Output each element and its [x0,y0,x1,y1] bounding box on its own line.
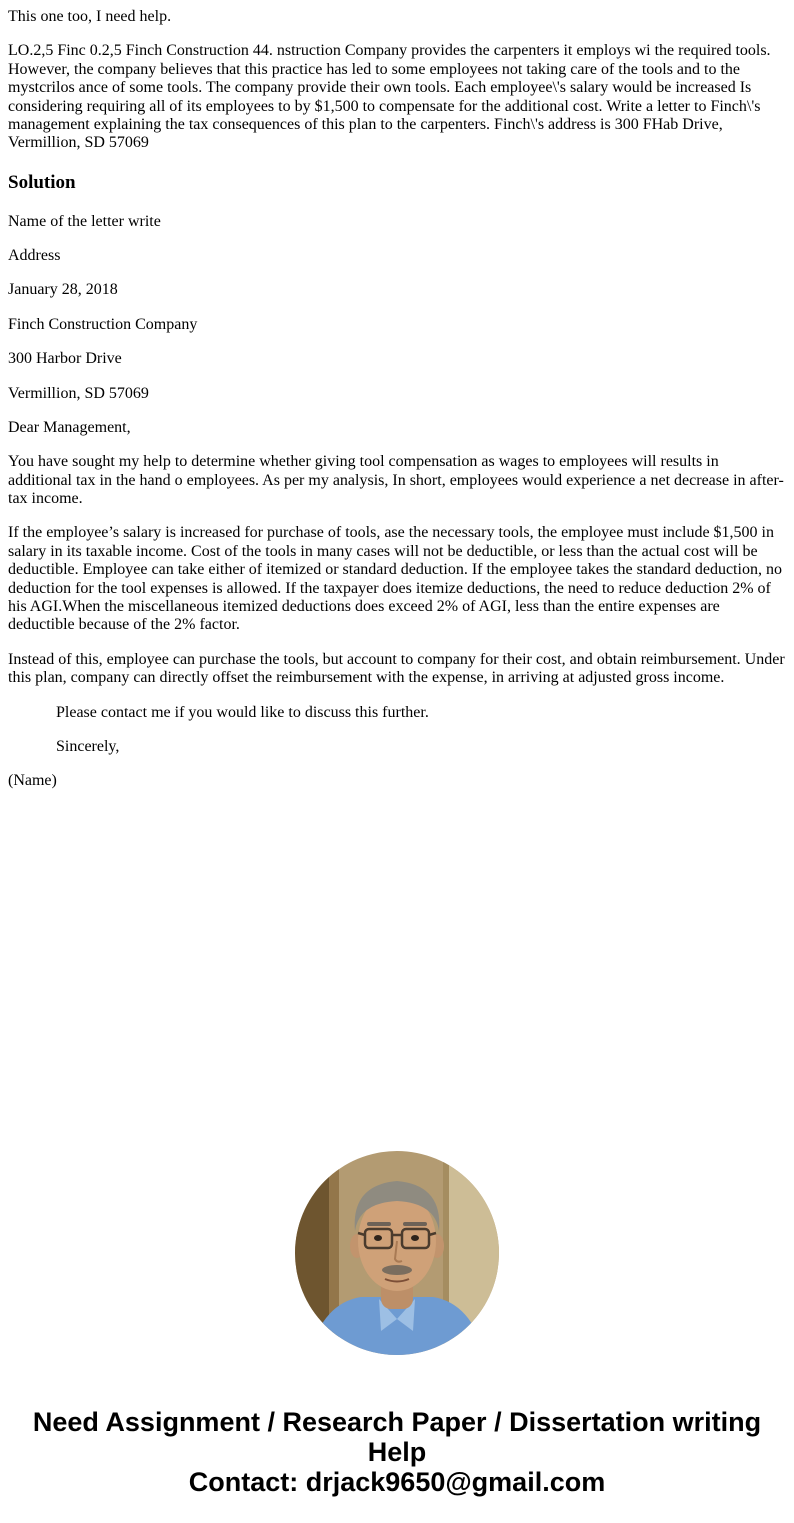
letter-closing-request: Please contact me if you would like to discuss this further. [56,703,429,721]
letter-company: Finch Construction Company [8,315,198,333]
footer-banner [8,1407,786,1497]
tutor-avatar [295,1151,499,1355]
letter-address-line: Address [8,246,61,264]
letter-date: January 28, 2018 [8,281,118,299]
letter-city: Vermillion, SD 57069 [8,384,149,402]
intro-text: This one too, I need help. [8,8,172,25]
letter-writer-line: Name of the letter write [8,212,161,230]
document-body [8,8,786,1497]
solution-heading: Solution [8,171,76,193]
letter-paragraph-3: Instead of this, employee can purchase the tools, but account to company for their cost, and obtain reimbursement. Under this plan, company can directly offset the reimbursement with the expense, in arriving at adjusted gross income. [8,650,785,687]
letter-salutation: Dear Management, [8,418,131,436]
letter-paragraph-1: You have sought my help to determine whether giving tool compensation as wages to employees will results in additional tax in the hand o employees. As per my analysis, In short, employees would experience a net decrease in after-tax income. [8,453,784,508]
problem-statement: LO.2,5 Finc 0.2,5 Finch Construction 44. nstruction Company provides the carpenters it employs wi the required tools. However, the company believes that this practice has led to some employees not taking care of the tools and to the mystcrilos ance of some tools. The company provide their own tools. Each employee\'s salary would be increased Is considering requiring all of its employees to by $1,500 to compensate for the additional cost. Write a letter to Finch\'s management explaining the tax consequences of this plan to the carpenters. Finch\'s address is 300 FHab Drive, Vermillion, SD 57069 [8,42,771,152]
letter-signature: (Name) [8,772,57,790]
footer-contact-email: Contact: drjack9650@gmail.com [188,1466,606,1497]
tutor-photo-wrapper [8,1151,786,1355]
letter-signoff: Sincerely, [56,738,120,755]
footer-headline: Need Assignment / Research Paper / Dissertation writing Help [32,1406,762,1467]
letter-street: 300 Harbor Drive [8,350,122,368]
letter-paragraph-2: If the employee’s salary is increased for purchase of tools, ase the necessary tools, the employee must include $1,500 in salary in its taxable income. Cost of the tools in many cases will not be deductible, or less than the actual cost will be deductible. Employee can take either of itemized or standard deduction. If the employee takes the standard deduction, no deduction for the tool expenses is allowed. If the taxpayer does itemize deductions, the need to reduce deduction 2% of his AGI.When the miscellaneous itemized deductions does exceed 2% of AGI, less than the entire expenses are deductible because of the 2% factor. [8,524,782,634]
